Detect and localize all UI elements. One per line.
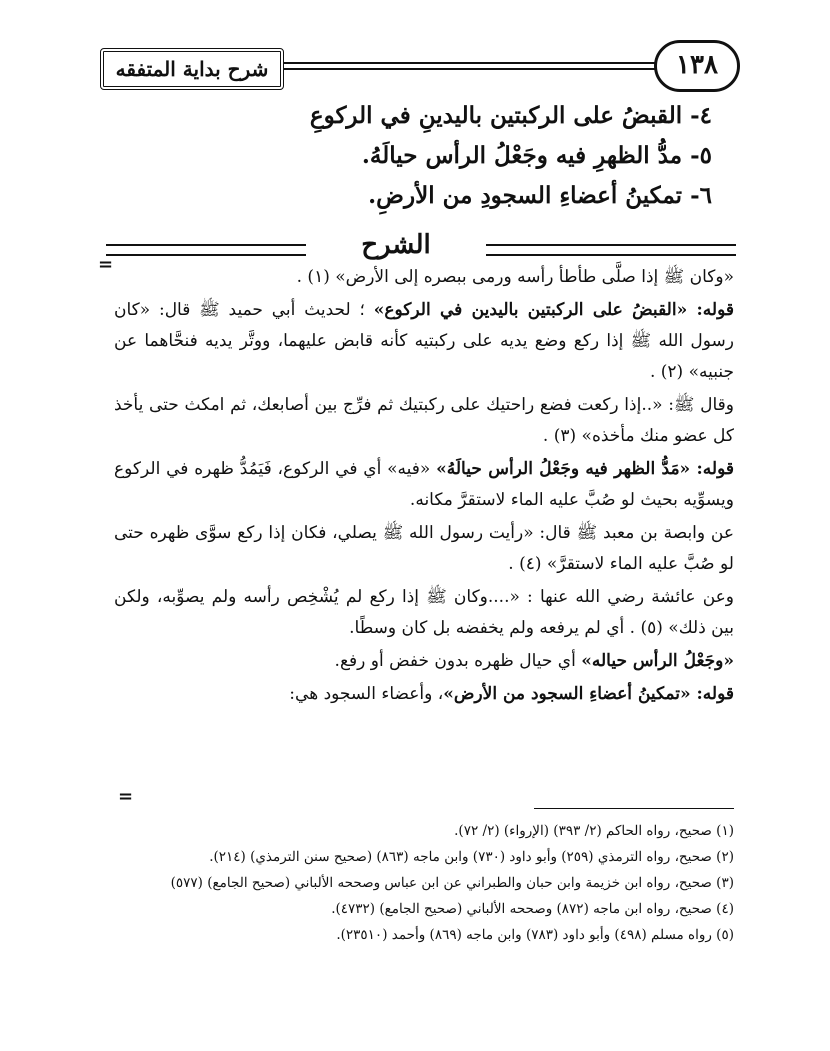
paragraph: عن وابصة بن معبد ﷺ قال: «رأيت رسول الله ﷺ يصلي، فكان إذا ركع سوَّى ظهره حتى لو صُبَّ عليه الماء لاستقرَّ» (٤) . xyxy=(114,523,734,574)
footnotes xyxy=(114,818,734,948)
matn-line: ٥- مدُّ الظهرِ فيه وجَعْلُ الرأس حيالَهُ. xyxy=(361,142,712,169)
paragraph: قوله: «القبضُ على الركبتين باليدين في الركوع» ؛ لحديث أبي حميد ﷺ قال: «كان رسول الله ﷺ إذا ركع وضع يديه على ركبتيه كأنه قابض عليهما، ووتَّر يديه فنحَّاهما عن جنبيه» (٢) . xyxy=(114,300,735,382)
header-rule xyxy=(278,68,668,70)
commentary-body xyxy=(114,262,734,712)
paragraph: وعن عائشة رضي الله عنها : «....وكان ﷺ إذا ركع لم يُشْخِص رأسه ولم يصوِّبه، ولكن بين ذلك» (٥) . أي لم يرفعه ولم يخفضه بل كان وسطًا. xyxy=(114,587,734,638)
header-rule xyxy=(278,62,668,64)
paragraph: قوله: «مَدُّ الظهر فيه وجَعْلُ الرأس حيالَهُ» «فيه» أي في الركوع، فَيَمُدُّ ظهره في الركوع ويسوِّيه بحيث لو صُبَّ عليه الماء لاستقرَّ مكانه. xyxy=(114,459,734,510)
footnote: (٢) صحيح، رواه الترمذي (٢٥٩) وأبو داود (٧٣٠) وابن ماجه (٨٦٣) (صحيح سنن الترمذي) (٢١٤). xyxy=(209,849,734,865)
matn-line: ٦- تمكينُ أعضاءِ السجودِ من الأرضِ. xyxy=(368,182,712,209)
matn-line: ٤- القبضُ على الركبتين باليدينِ في الركوعِ xyxy=(309,102,712,129)
paragraph: وقال ﷺ: «..إذا ركعت فضع راحتيك على ركبتيك ثم فرِّج بين أصابعك، ثم امكث حتى يأخذ كل عضو منك مأخذه» (٣) . xyxy=(114,395,734,446)
paragraph: قوله: «تمكينُ أعضاءِ السجود من الأرض»، وأعضاء السجود هي: xyxy=(289,684,734,704)
continuation-mark-bottom: = xyxy=(118,786,134,807)
section-rule xyxy=(106,244,306,256)
footnote: (٤) صحيح، رواه ابن ماجه (٨٧٢) وصححه الألباني (صحيح الجامع) (٤٧٣٢). xyxy=(331,901,734,917)
section-title: الشرح xyxy=(361,230,431,260)
page-number: ١٣٨ xyxy=(654,40,740,92)
matn-text xyxy=(192,96,712,216)
paragraph: «وجَعْلُ الرأس حياله» أي حيال ظهره بدون خفض أو رفع. xyxy=(334,651,734,671)
section-rule xyxy=(486,244,736,256)
footnote: (٥) رواه مسلم (٤٩٨) وأبو داود (٧٨٣) وابن ماجه (٨٦٩) وأحمد (٢٣٥١٠). xyxy=(336,927,734,943)
continuation-mark-top: = xyxy=(98,254,114,275)
book-title: شرح بداية المتفقه xyxy=(100,48,284,90)
footnote: (٣) صحيح، رواه ابن خزيمة وابن حبان والطبراني عن ابن عباس وصححه الألباني (صحيح الجامع) (٥٧٧) xyxy=(170,875,734,891)
footnote: (١) صحيح، رواه الحاكم (٢/ ٣٩٣) (الإرواء) (٢/ ٧٢). xyxy=(454,823,734,839)
paragraph: «وكان ﷺ إذا صلَّى طأطأ رأسه ورمى ببصره إلى الأرض» (١) . xyxy=(296,267,734,287)
page-header xyxy=(100,40,740,90)
footnote-divider xyxy=(534,808,734,809)
